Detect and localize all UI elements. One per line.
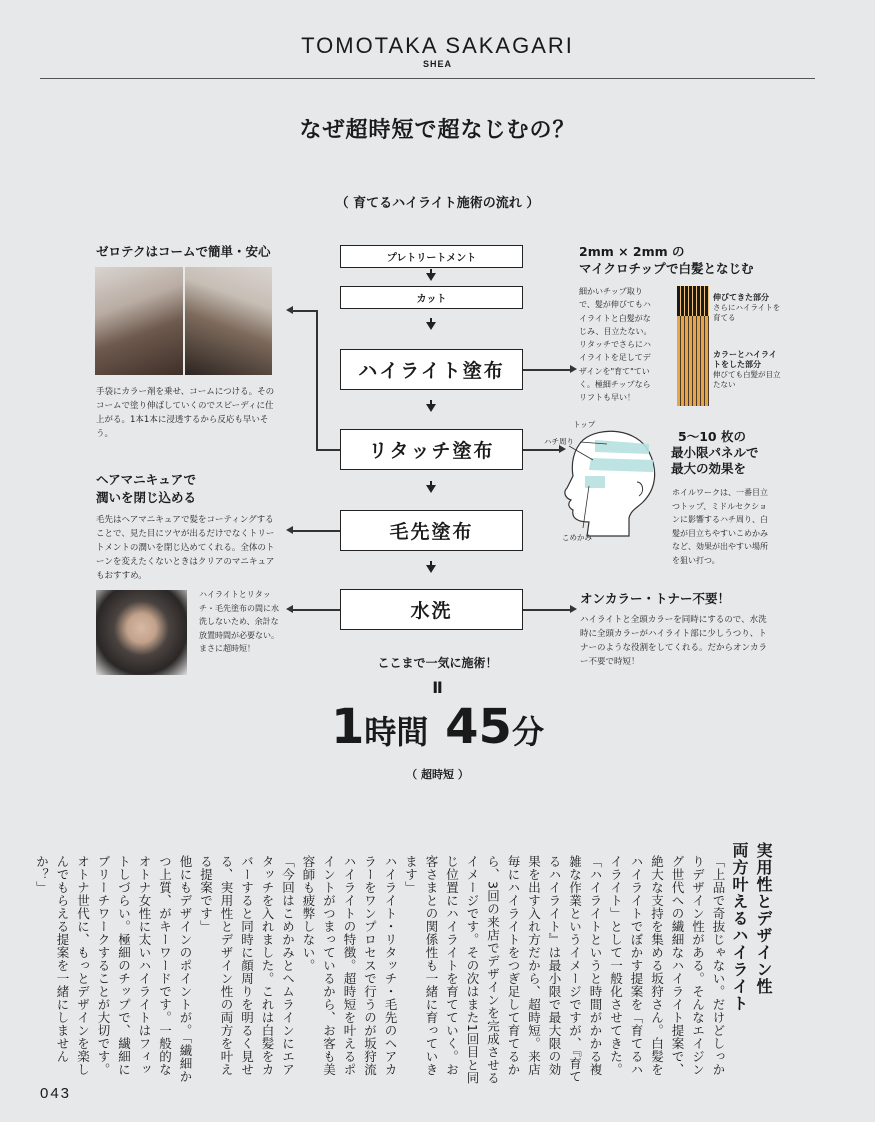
step-ends: 毛先塗布 (340, 510, 523, 551)
chip-label-top-bold: 伸びてきた部分 (713, 293, 769, 302)
flow-conclusion: ここまで一気に施術！ (377, 656, 498, 670)
chip-label-bottom-bold: カラーとハイライトをした部分 (713, 350, 777, 369)
panel-heading-1: 5〜10 枚の (678, 429, 746, 444)
article-title-line-1: 実用性とデザイン性 (754, 842, 773, 995)
connector-line (292, 530, 340, 532)
article-paragraph: 「今回はこめかみとヘムラインにエアタッチを入れました。これは白髪をカバーすると同時に顔周りを明るく見せる、実用性とデザイン性の両方を叶える提案です」 (198, 855, 296, 1076)
header-salon: SHEA (422, 59, 452, 69)
header-name: TOMOTAKA SAKAGARI (301, 33, 574, 58)
time-hours: 1 (331, 699, 365, 755)
panel-text: ホイルワークは、一番目立つトップ、ミドルセクションに影響するハチ周り、白髪が目立ちやすいこめかみなど、効果が出やすい場所を狙い打つ。 (672, 488, 768, 565)
arrow-down-icon (426, 273, 436, 281)
article-body (31, 855, 728, 1085)
article-title-line-2: 両方叶えるハイライト (730, 842, 749, 1012)
arrow-down-icon (426, 404, 436, 412)
zerotec-heading: ゼロテクはコームで簡単・安心 (96, 244, 271, 259)
page-title: なぜ超時短で超なじむの？ (299, 118, 576, 143)
connector-line (523, 609, 571, 611)
equals-sign: Ⅱ (432, 678, 443, 697)
connector-line (523, 449, 560, 451)
arrow-right-icon (559, 445, 566, 453)
arrow-right-icon (570, 605, 577, 613)
wash-text: ハイライトとリタッチ・毛先塗布の間に水洗しないため、余計な放置時間が必要ない。まさに超時短！ (199, 590, 279, 653)
manicure-heading-1: ヘアマニキュアで (96, 472, 197, 487)
arrow-left-icon (286, 306, 293, 314)
connector-line (316, 310, 318, 450)
manicure-text: 毛先はヘアマニキュアで髪をコーティングすることで、見た目にツヤが出るだけでなくトリートメントの潤いを閉じ込めてくれる。全体のトーンを変えたくないときはクリアのマニキュアもおすすめ。 (96, 515, 275, 581)
microchip-diagram (677, 286, 709, 406)
client-portrait-photo (96, 590, 187, 675)
header-rule (40, 78, 815, 79)
step-highlight: ハイライト塗布 (340, 349, 523, 390)
article-paragraph: 「ハイライトというと時間がかかる複雑な作業というイメージですが、『育てるハイライト』は最小限で最大限の効果を出す入れ方だから、超時短。来店毎にハイライトをつぎ足して育てるから、3回の来店でデザインを完成させるイメージです。その次はまた1回目と同じ位置にハイライトを育てていく。お客さまとの関係性も一緒に育っていきます」 (403, 855, 603, 1085)
time-minutes-unit: 分 (511, 713, 544, 751)
article-title (727, 842, 775, 1042)
chip-label-top (713, 293, 783, 323)
label-hachi: ハチ周り (544, 437, 574, 446)
chip-label-bottom-small: 伸びても白髪が目立たない (713, 370, 781, 389)
page-number: 043 (40, 1085, 72, 1102)
panel-heading-3: 最大の効果を (671, 461, 747, 476)
step-wash: 水洗 (340, 589, 523, 630)
chip-label-top-small: さらにハイライトを育てる (713, 303, 781, 322)
connector-line (523, 369, 571, 371)
colored-section (677, 316, 709, 406)
time-minutes: 45 (445, 699, 512, 755)
label-komekami: こめかみ (562, 533, 592, 542)
connector-line (292, 310, 317, 312)
arrow-right-icon (570, 365, 577, 373)
oncolor-text: ハイライトと全頭カラーを同時にするので、水洗時に全頭カラーがハイライト部に少しうつり、トナーのような役割をしてくれる。だからオンカラー不要で時短！ (580, 615, 768, 667)
time-caption: （ 超時短 ） (406, 768, 469, 781)
chip-heading-1: 2mm × 2mm の (579, 244, 685, 259)
article-paragraph: ハイライト・リタッチ・毛先のヘアカラーをワンプロセスで行うのが坂狩流ハイライトの特徴。超時短を叶えるポイントがつまっているから、お客も美容師も疲弊しない。 (301, 855, 398, 1076)
arrow-down-icon (426, 485, 436, 493)
chip-label-bottom (713, 350, 783, 390)
chip-text: 細かいチップ取りで、髪が伸びてもハイライトと白髪がなじみ、目立たない。リタッチでさらにハイライトを足してデザインを"育て"ていく。極細チップならリフトも早い！ (579, 287, 652, 403)
article-paragraph: 「上品で奇抜じゃない。だけどしっかりデザイン性がある。そんなエイジング世代への繊細なハイライト提案で、絶大な支持を集める坂狩さん。白髪をハイライトでぼかす提案を「育てるハイライト」として一般化させてきた。 (608, 855, 726, 1076)
comb-application-photo (95, 267, 183, 375)
zerotec-text: 手袋にカラー剤を乗せ、コームにつける。そのコームで塗り伸ばしていくのでスピーディに仕上がる。1本1本に浸透するから反応も早いそう。 (96, 387, 275, 439)
manicure-heading-2: 潤いを閉じ込める (96, 490, 197, 505)
arrow-down-icon (426, 322, 436, 330)
arrow-left-icon (286, 605, 293, 613)
arrow-left-icon (286, 526, 293, 534)
time-hours-unit: 時間 (364, 713, 429, 751)
arrow-down-icon (426, 565, 436, 573)
connector-line (316, 449, 340, 451)
connector-line (292, 609, 340, 611)
step-retouch: リタッチ塗布 (340, 429, 523, 470)
step-cut: カット (340, 286, 523, 309)
comb-application-photo (185, 267, 272, 375)
grown-section (677, 286, 709, 316)
chip-heading-2: マイクロチップで白髪となじむ (579, 261, 754, 276)
flow-title: （ 育てるハイライト施術の流れ ） (335, 196, 540, 211)
panel-heading-2: 最小限パネルで (671, 445, 759, 460)
label-top: トップ (573, 420, 596, 429)
oncolor-heading: オンカラー・トナー不要！ (580, 591, 731, 606)
step-pretreatment: プレトリートメント (340, 245, 523, 268)
article-paragraph: 他にもデザインのポイントが。「繊細かつ上質、がキーワードです。一般的なオトナ女性に太いハイライトはフィットしづらい。極細のチップで、繊細にブリーチワークすることが大切です。オトナ世代に、もっとデザインを楽しんでもらえる提案を一緒にしませんか？」 (34, 855, 193, 1083)
total-time (0, 699, 875, 755)
